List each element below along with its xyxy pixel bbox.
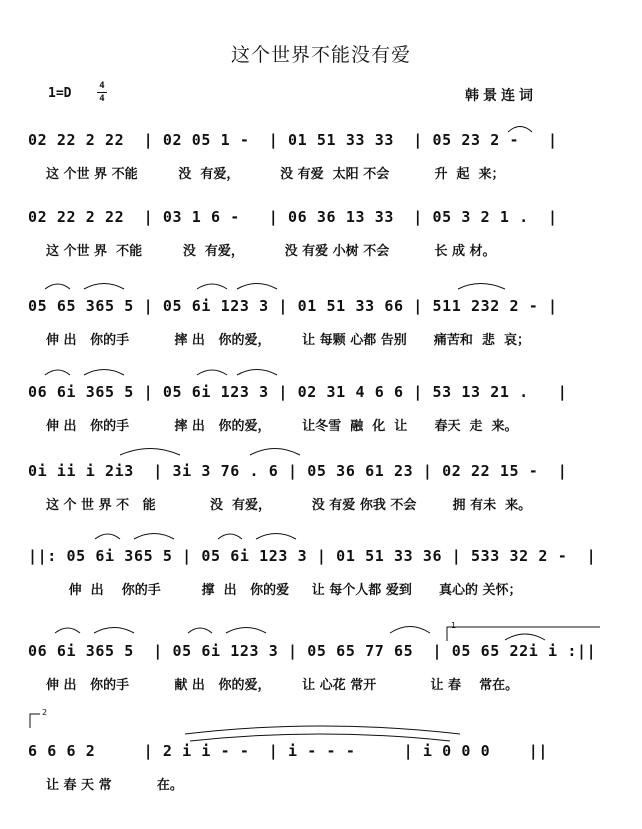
volta-1-label: 1 [451, 621, 457, 630]
slur [458, 284, 505, 290]
slur [120, 449, 180, 456]
notation-line: 02 22 2 22 | 02 05 1 - | 01 51 33 33 | 05 23 2 - | [28, 131, 558, 149]
slur [190, 734, 450, 741]
lyrics-line: 伸 出 你的手 撑 出 你的爱 让 每个人都 爱到 真心的 关怀； [46, 583, 522, 598]
slur [134, 534, 174, 540]
lyrics-line: 伸 出 你的手 摔 出 你的爱， 让 每颗 心都 告别 痛苦和 悲 哀； [46, 333, 530, 348]
slur [185, 726, 460, 734]
time-signature-bottom: 4 [99, 94, 105, 104]
time-signature-top: 4 [99, 81, 105, 91]
slur [390, 627, 430, 634]
volta-2-bracket [30, 714, 40, 728]
slur [256, 534, 296, 540]
slur [94, 628, 134, 634]
slur [45, 370, 70, 375]
slur [250, 449, 300, 456]
slur [505, 634, 545, 640]
slur [197, 370, 227, 375]
lyrics-line: 伸 出 你的手 献 出 你的爱， 让 心花 常开 让 春 常在。 [46, 678, 519, 693]
slur [218, 534, 242, 539]
slur [95, 534, 120, 539]
slur [84, 284, 124, 290]
notation-line: 05 65 365 5 | 05 6i 123 3 | 01 51 33 66 | 511 232 2 - | [28, 297, 558, 315]
slur [197, 284, 227, 289]
slur [188, 628, 212, 633]
slur [226, 628, 266, 634]
volta-2-label: 2 [42, 708, 48, 717]
time-signature [97, 81, 107, 104]
notation-line: 06 6i 365 5 | 05 6i 123 3 | 02 31 4 6 6 | 53 13 21 . | [28, 383, 568, 401]
lyrics-line: 伸 出 你的手 摔 出 你的爱， 让冬雪 融 化 让 春天 走 来。 [46, 419, 518, 434]
slur [237, 284, 277, 290]
notation-line: 6 6 6 2 | 2 i i - - | i - - - | i 0 0 0 || [28, 742, 549, 760]
lyrics-line: 这 个世 界 不能 没 有爱， 没 有爱 小树 不会 长 成 材。 [46, 244, 496, 259]
notation-line: 0i ii i 2i3 | 3i 3 76 . 6 | 05 36 61 23 | 02 22 15 - | [28, 462, 568, 480]
slur [55, 628, 80, 633]
notation-line: 02 22 2 22 | 03 1 6 - | 06 36 13 33 | 05 3 2 1 . | [28, 208, 558, 226]
lyrics-line: 让 春 天 常 在。 [46, 778, 183, 793]
slur [84, 370, 124, 376]
slur [237, 370, 277, 376]
lyrics-line: 这 个世 界 不能 没 有爱， 没 有爱 太阳 不会 升 起 来； [46, 167, 505, 182]
slur [45, 284, 70, 289]
lyrics-line: 这 个 世 界 不 能 没 有爱， 没 有爱 你我 不会 拥 有未 来。 [46, 498, 532, 513]
volta-1-bracket [447, 627, 600, 641]
notation-line: 06 6i 365 5 | 05 6i 123 3 | 05 65 77 65 | 05 65 22i i :|| [28, 642, 597, 660]
song-title: 这个世界不能没有爱 [230, 44, 411, 66]
key-signature: 1=D [48, 86, 72, 101]
lyricist-credit: 韩景连词 [465, 88, 537, 104]
notation-line: ||: 05 6i 365 5 | 05 6i 123 3 | 01 51 33 36 | 533 32 2 - | [28, 547, 597, 565]
